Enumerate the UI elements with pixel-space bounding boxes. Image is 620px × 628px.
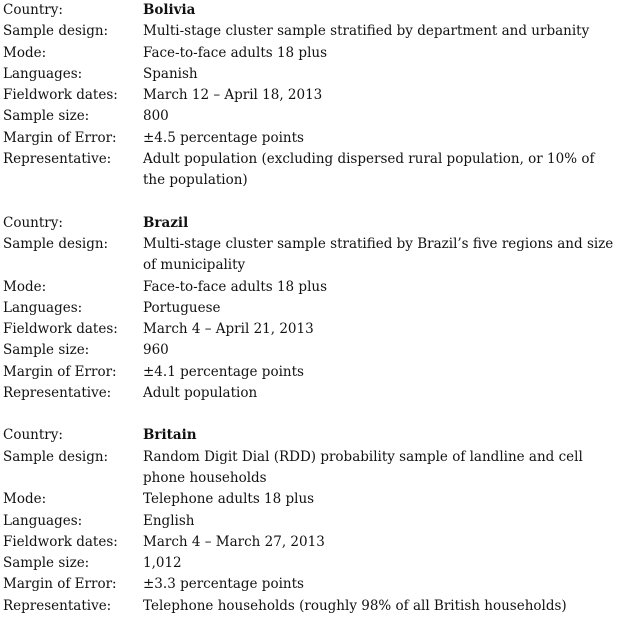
mode-row	[0, 43, 620, 64]
sample-size-row	[0, 340, 620, 361]
field-label: Margin of Error:	[3, 363, 117, 380]
country-name: Bolivia	[143, 2, 196, 18]
field-label: Fieldwork dates:	[3, 533, 118, 550]
languages-row	[0, 511, 620, 532]
country-row	[0, 0, 620, 21]
country-block-britain	[0, 425, 620, 617]
field-value: Spanish	[143, 65, 198, 82]
languages-row	[0, 64, 620, 85]
country-block-brazil	[0, 213, 620, 405]
representative-row	[0, 383, 620, 404]
country-block-bolivia	[0, 0, 620, 192]
field-value: Face-to-face adults 18 plus	[143, 44, 328, 61]
country-label: Country:	[3, 427, 63, 444]
mode-row	[0, 277, 620, 298]
field-label: Mode:	[3, 278, 47, 295]
country-label: Country:	[3, 214, 63, 231]
representative-row	[0, 596, 620, 617]
sample-design-row	[0, 447, 620, 490]
field-label: Fieldwork dates:	[3, 87, 118, 104]
representative-row	[0, 149, 620, 192]
field-value: Telephone households (roughly 98% of all British households)	[143, 597, 567, 614]
field-value: ±4.1 percentage points	[143, 363, 304, 380]
field-label: Languages:	[3, 299, 83, 316]
sample-size-row	[0, 553, 620, 574]
field-label: Sample size:	[3, 108, 90, 125]
field-label: Representative:	[3, 151, 112, 168]
field-label: Margin of Error:	[3, 129, 117, 146]
field-value: Portuguese	[143, 299, 221, 316]
fieldwork-dates-row	[0, 319, 620, 340]
field-value: Adult population (excluding dispersed rural population, or 10% of the population)	[143, 151, 595, 189]
field-value: Multi-stage cluster sample stratified by Brazil’s five regions and size of municipality	[143, 235, 614, 274]
field-value: March 4 – April 21, 2013	[143, 321, 314, 338]
field-value: English	[143, 512, 195, 529]
country-row	[0, 425, 620, 446]
field-value: ±3.3 percentage points	[143, 576, 304, 593]
field-value: March 4 – March 27, 2013	[143, 533, 325, 550]
margin-of-error-row	[0, 574, 620, 595]
sample-design-row	[0, 234, 620, 277]
field-label: Sample size:	[3, 342, 90, 359]
field-label: Sample design:	[3, 448, 109, 465]
field-label: Languages:	[3, 65, 83, 82]
field-value: Face-to-face adults 18 plus	[143, 278, 328, 295]
margin-of-error-row	[0, 362, 620, 383]
sample-design-row	[0, 21, 620, 42]
field-label: Fieldwork dates:	[3, 321, 118, 338]
field-value: 1,012	[143, 555, 182, 572]
languages-row	[0, 298, 620, 319]
field-label: Mode:	[3, 44, 47, 61]
field-label: Margin of Error:	[3, 576, 117, 593]
field-label: Mode:	[3, 491, 47, 508]
sample-size-row	[0, 106, 620, 127]
field-value: Adult population	[143, 385, 258, 402]
field-label: Representative:	[3, 597, 112, 614]
field-label: Sample design:	[3, 235, 109, 252]
field-value: March 12 – April 18, 2013	[143, 87, 323, 104]
field-value: 800	[143, 108, 169, 125]
fieldwork-dates-row	[0, 85, 620, 106]
country-name: Britain	[143, 427, 197, 444]
field-value: Multi-stage cluster sample stratified by department and urbanity	[143, 23, 590, 40]
field-label: Sample size:	[3, 555, 90, 572]
mode-row	[0, 489, 620, 510]
country-row	[0, 213, 620, 234]
field-label: Languages:	[3, 512, 83, 529]
field-value: ±4.5 percentage points	[143, 129, 304, 146]
field-value: Telephone adults 18 plus	[143, 491, 315, 508]
fieldwork-dates-row	[0, 532, 620, 553]
field-label: Sample design:	[3, 23, 109, 40]
country-label: Country:	[3, 2, 63, 18]
field-value: 960	[143, 342, 169, 359]
field-value: Random Digit Dial (RDD) probability sample of landline and cell phone households	[143, 448, 583, 486]
country-name: Brazil	[143, 214, 189, 231]
field-label: Representative:	[3, 385, 112, 402]
margin-of-error-row	[0, 128, 620, 149]
